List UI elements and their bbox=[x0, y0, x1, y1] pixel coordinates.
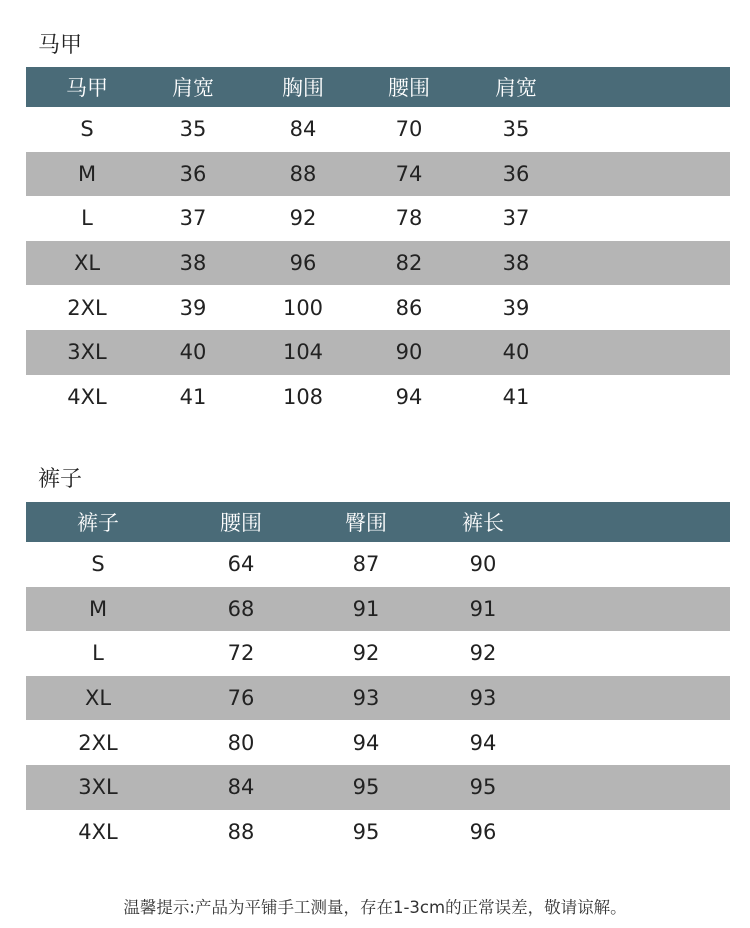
pants-table-cell: 64 bbox=[227, 552, 255, 577]
vest-table-cell: 39 bbox=[179, 295, 207, 320]
pants-table-cell: 72 bbox=[227, 641, 255, 666]
vest-table-cell: 94 bbox=[395, 384, 423, 409]
pants-section-title: 裤子 bbox=[38, 467, 83, 492]
pants-table-cell: 93 bbox=[352, 686, 380, 711]
pants-table-cell: 84 bbox=[227, 775, 255, 800]
vest-table-cell: 78 bbox=[395, 206, 423, 231]
vest-table-cell: 92 bbox=[289, 206, 317, 231]
vest-table-cell: XL bbox=[73, 251, 101, 276]
pants-header-row bbox=[26, 502, 730, 542]
pants-header-cell: 臀围 bbox=[345, 511, 387, 535]
pants-table-cell: 95 bbox=[469, 775, 497, 800]
vest-table-cell: 40 bbox=[502, 340, 530, 365]
pants-table-row bbox=[26, 765, 730, 810]
pants-table-row bbox=[26, 587, 730, 632]
pants-table-cell: XL bbox=[84, 686, 112, 711]
pants-table-row bbox=[26, 542, 730, 587]
vest-table-cell: 2XL bbox=[67, 295, 107, 320]
vest-table-cell: 39 bbox=[502, 295, 530, 320]
pants-table-cell: 87 bbox=[352, 552, 380, 577]
vest-table-cell: 70 bbox=[395, 117, 423, 142]
pants-table-row bbox=[26, 810, 730, 855]
pants-table-row bbox=[26, 676, 730, 721]
vest-header-cell: 胸围 bbox=[282, 76, 324, 100]
pants-table-cell: 94 bbox=[352, 730, 380, 755]
vest-table-row bbox=[26, 196, 730, 241]
measurement-note: 温馨提示:产品为平铺手工测量，存在1-3cm的正常误差，敬请谅解。 bbox=[123, 898, 627, 917]
pants-table-cell: L bbox=[92, 641, 104, 666]
pants-header-cell: 腰围 bbox=[220, 511, 262, 535]
vest-header-cell: 腰围 bbox=[388, 76, 430, 100]
vest-table-cell: 37 bbox=[179, 206, 207, 231]
vest-table-cell: 38 bbox=[179, 251, 207, 276]
vest-table-row bbox=[26, 285, 730, 330]
pants-table-cell: 90 bbox=[469, 552, 497, 577]
vest-table-cell: S bbox=[80, 117, 94, 142]
vest-table-cell: 41 bbox=[502, 384, 530, 409]
vest-table-row bbox=[26, 107, 730, 152]
pants-table-cell: M bbox=[88, 596, 108, 621]
vest-table-cell: 40 bbox=[179, 340, 207, 365]
pants-table-cell: 91 bbox=[469, 596, 497, 621]
vest-table-cell: 35 bbox=[179, 117, 207, 142]
pants-table-cell: 92 bbox=[352, 641, 380, 666]
vest-table-row bbox=[26, 241, 730, 286]
pants-table-cell: 2XL bbox=[78, 730, 118, 755]
vest-table-cell: 36 bbox=[502, 161, 530, 186]
vest-header-row bbox=[26, 67, 730, 107]
vest-table-cell: 74 bbox=[395, 161, 423, 186]
pants-table-cell: 88 bbox=[227, 819, 255, 844]
vest-table-cell: 88 bbox=[289, 161, 317, 186]
vest-table-cell: 82 bbox=[395, 251, 423, 276]
pants-table-cell: 94 bbox=[469, 730, 497, 755]
vest-table-cell: 100 bbox=[282, 295, 324, 320]
vest-table-cell: 84 bbox=[289, 117, 317, 142]
vest-table-cell: 37 bbox=[502, 206, 530, 231]
vest-header-cell: 马甲 bbox=[66, 76, 108, 100]
vest-table-row bbox=[26, 375, 730, 420]
vest-table-cell: 41 bbox=[179, 384, 207, 409]
pants-table-cell: 95 bbox=[352, 775, 380, 800]
vest-table-cell: 38 bbox=[502, 251, 530, 276]
pants-table-cell: S bbox=[91, 552, 105, 577]
pants-header-cell: 裤子 bbox=[77, 511, 119, 535]
pants-table-cell: 76 bbox=[227, 686, 255, 711]
pants-table-cell: 91 bbox=[352, 596, 380, 621]
pants-table-row bbox=[26, 720, 730, 765]
pants-header-cell: 裤长 bbox=[462, 511, 504, 535]
pants-table-cell: 93 bbox=[469, 686, 497, 711]
vest-header-cell: 肩宽 bbox=[495, 76, 537, 100]
pants-table-cell: 3XL bbox=[78, 775, 118, 800]
vest-section-title: 马甲 bbox=[38, 33, 83, 58]
pants-table-cell: 68 bbox=[227, 596, 255, 621]
vest-table-cell: L bbox=[81, 206, 93, 231]
vest-table-cell: M bbox=[77, 161, 97, 186]
vest-table-cell: 3XL bbox=[67, 340, 107, 365]
vest-table-cell: 4XL bbox=[67, 384, 107, 409]
vest-table-row bbox=[26, 152, 730, 197]
vest-size-table bbox=[26, 67, 730, 419]
pants-table-cell: 80 bbox=[227, 730, 255, 755]
pants-table-row bbox=[26, 631, 730, 676]
vest-table-cell: 104 bbox=[282, 340, 324, 365]
pants-table-cell: 96 bbox=[469, 819, 497, 844]
vest-table-cell: 86 bbox=[395, 295, 423, 320]
vest-table-cell: 90 bbox=[395, 340, 423, 365]
vest-table-cell: 108 bbox=[282, 384, 324, 409]
vest-table-cell: 36 bbox=[179, 161, 207, 186]
pants-table-cell: 4XL bbox=[78, 819, 118, 844]
vest-table-cell: 35 bbox=[502, 117, 530, 142]
vest-header-cell: 肩宽 bbox=[172, 76, 214, 100]
pants-table-cell: 92 bbox=[469, 641, 497, 666]
vest-table-cell: 96 bbox=[289, 251, 317, 276]
pants-size-table bbox=[26, 502, 730, 854]
pants-table-cell: 95 bbox=[352, 819, 380, 844]
vest-table-row bbox=[26, 330, 730, 375]
